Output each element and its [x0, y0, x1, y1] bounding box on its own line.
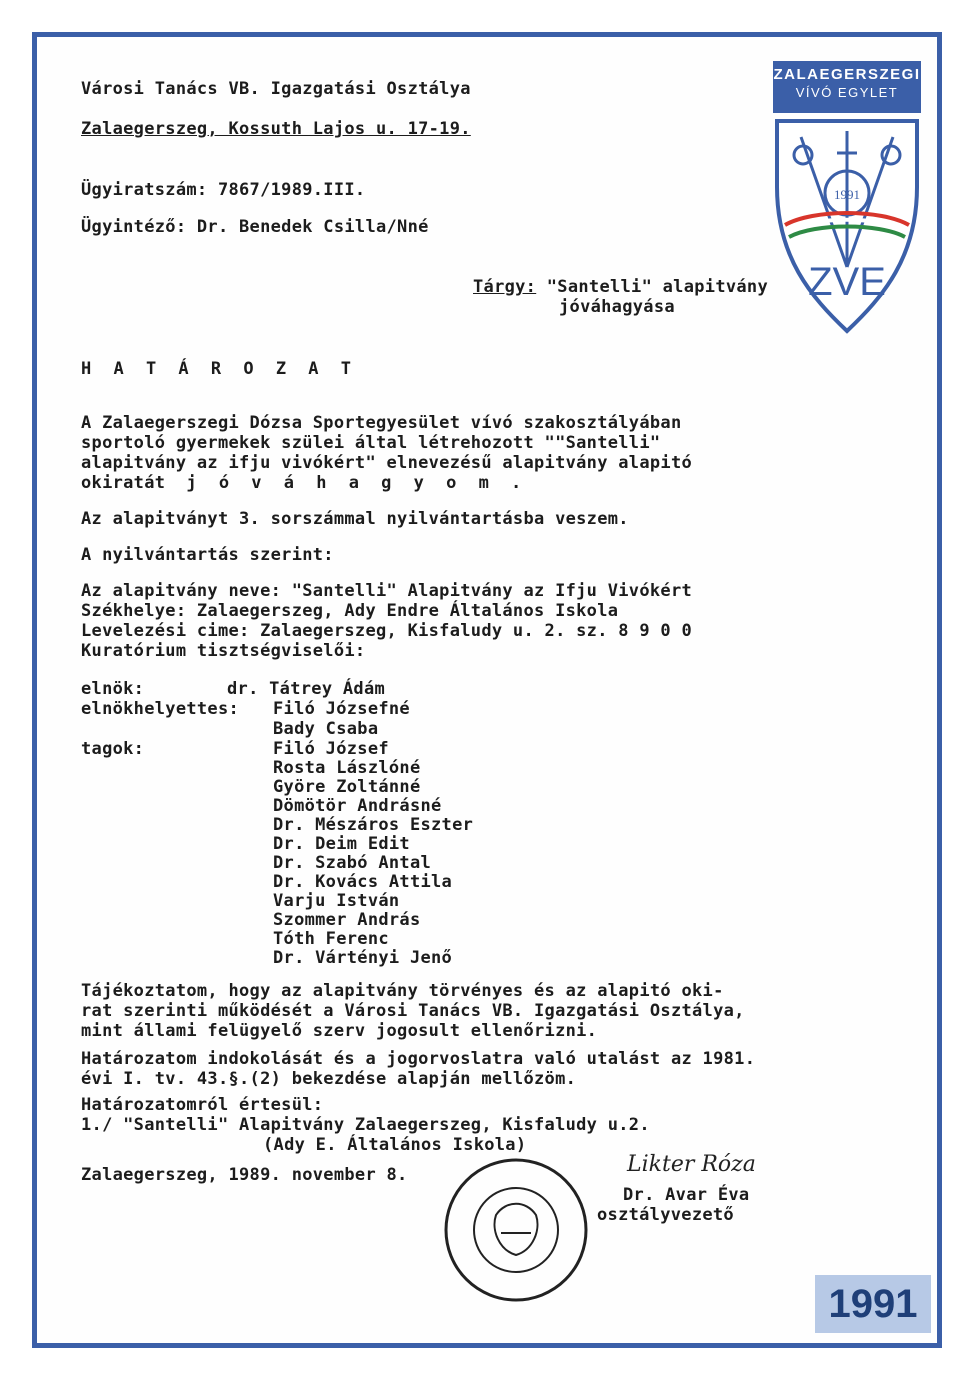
decision-para1-line4: [81, 473, 527, 493]
official-stamp-icon: [441, 1155, 591, 1305]
signer-name: Dr. Avar Éva: [623, 1185, 750, 1205]
registry-seat: Székhelye: Zalaegerszeg, Ady Endre Általános Iskola: [81, 601, 619, 621]
shield-icon: [773, 117, 921, 337]
decision-heading: H A T Á R O Z A T: [81, 359, 357, 379]
scanned-letter: [37, 37, 937, 1343]
board-member: Dr. Mészáros Eszter: [273, 815, 474, 835]
reason-line2: évi I. tv. 43.§.(2) bekezdése alapján mellőzöm.: [81, 1069, 577, 1089]
decision-para1-line1: A Zalaegerszegi Dózsa Sportegyesület vívó szakosztályában: [81, 413, 682, 433]
board-member: Rosta Lászlóné: [273, 758, 421, 778]
club-name-line1: ZALAEGERSZEGI: [773, 66, 921, 83]
subject-text: "Santelli" alapitvány: [546, 277, 768, 297]
info-line1: Tájékoztatom, hogy az alapitvány törvényes és az alapitó oki-: [81, 981, 724, 1001]
board-vice-name: Bady Csaba: [273, 719, 379, 739]
registry-postal: Levelezési cime: Zalaegerszeg, Kisfaludy u. 2. sz. 8 9 0 0: [81, 621, 693, 641]
logo-initials: ZVE: [808, 260, 886, 304]
board-chair-label: elnök:: [81, 679, 145, 699]
board-vice-label: elnökhelyettes:: [81, 699, 240, 719]
subject-label: Tárgy:: [473, 277, 537, 297]
logo-year: 1991: [834, 187, 860, 202]
authority-name: Városi Tanács VB. Igazgatási Osztálya: [81, 79, 471, 99]
board-member: Györe Zoltánné: [273, 777, 421, 797]
notify-line2: (Ady E. Általános Iskola): [263, 1135, 527, 1155]
board-member: Varju István: [273, 891, 400, 911]
info-line3: mint állami felügyelő szerv jogosult ellenőrizni.: [81, 1021, 598, 1041]
board-vice-name: Filó Józsefné: [273, 699, 410, 719]
subject-text-2: jóváhagyása: [559, 297, 675, 317]
board-member: Dr. Szabó Antal: [273, 853, 432, 873]
club-logo-title: [773, 61, 921, 113]
registration-line: Az alapitványt 3. sorszámmal nyilvántartásba veszem.: [81, 509, 629, 529]
approval-word: j ó v á h a g y o m .: [186, 473, 528, 493]
board-chair-name: dr. Tátrey Ádám: [227, 679, 386, 699]
case-number: Ügyiratszám: 7867/1989.III.: [81, 180, 366, 200]
decision-para1-line2: sportoló gyermekek szülei által létrehozott ""Santelli": [81, 433, 661, 453]
board-member: Szommer András: [273, 910, 421, 930]
board-member: Dr. Deim Edit: [273, 834, 410, 854]
approval-prefix: okiratát: [81, 473, 166, 493]
board-member: Filó József: [273, 739, 389, 759]
board-member: Dr. Vártényi Jenő: [273, 948, 453, 968]
place-date: Zalaegerszeg, 1989. november 8.: [81, 1165, 408, 1185]
club-logo: [773, 61, 921, 336]
subject-line: [473, 277, 768, 297]
board-member: Dr. Kovács Attila: [273, 872, 453, 892]
registry-board-heading: Kuratórium tisztségviselői:: [81, 641, 366, 661]
document-frame: [32, 32, 942, 1348]
notify-heading: Határozatomról értesül:: [81, 1095, 324, 1115]
board-member: Dömötör Andrásné: [273, 796, 442, 816]
board-member: Tóth Ferenc: [273, 929, 389, 949]
year-badge: 1991: [815, 1275, 931, 1333]
decision-para1-line3: alapitvány az ifju vivókért" elnevezésű alapitvány alapitó: [81, 453, 693, 473]
registry-name: Az alapitvány neve: "Santelli" Alapitvány az Ifju Vivókért: [81, 581, 693, 601]
signature: [625, 1135, 775, 1185]
registry-heading: A nyilvántartás szerint:: [81, 545, 334, 565]
signature-text: Likter Róza: [627, 1152, 756, 1177]
case-handler: Ügyintéző: Dr. Benedek Csilla/Nné: [81, 217, 429, 237]
info-line2: rat szerinti működését a Városi Tanács VB. Igazgatási Osztálya,: [81, 1001, 745, 1021]
authority-address: Zalaegerszeg, Kossuth Lajos u. 17-19.: [81, 119, 471, 139]
signer-title: osztályvezető: [597, 1205, 734, 1225]
reason-line1: Határozatom indokolását és a jogorvoslatra való utalást az 1981.: [81, 1049, 756, 1069]
board-members-label: tagok:: [81, 739, 145, 759]
notify-line1: 1./ "Santelli" Alapitvány Zalaegerszeg, Kisfaludy u.2.: [81, 1115, 650, 1135]
club-name-line2: VÍVÓ EGYLET: [795, 85, 899, 100]
